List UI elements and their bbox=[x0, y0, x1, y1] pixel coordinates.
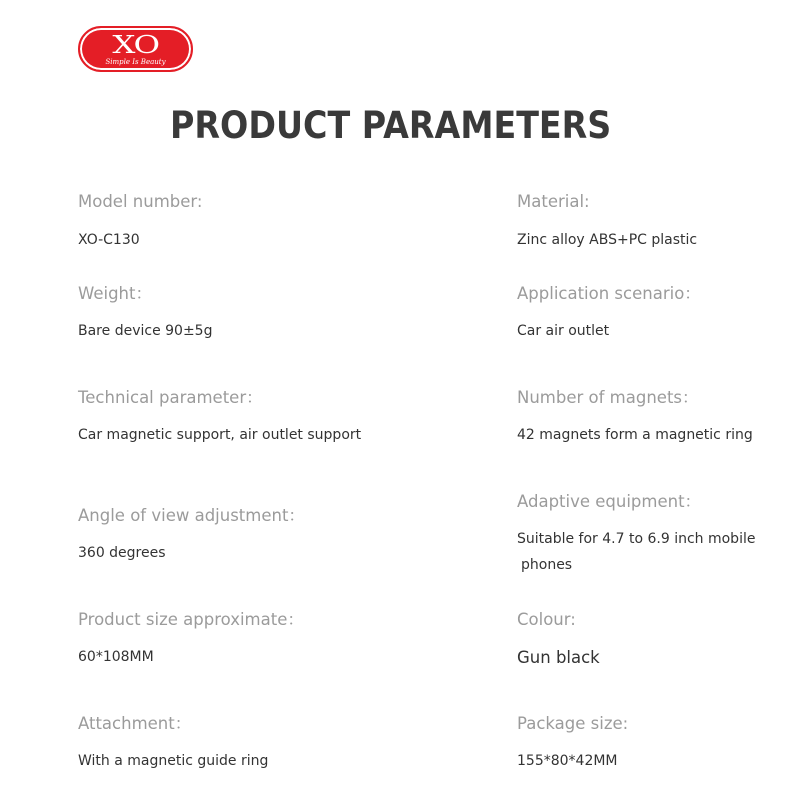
adaptive-equipment-value-line1: Suitable for 4.7 to 6.9 inch mobile bbox=[517, 531, 756, 547]
angle-of-view-label: Angle of view adjustment： bbox=[78, 506, 305, 525]
number-of-magnets-label: Number of magnets： bbox=[517, 388, 699, 407]
technical-parameter-label: Technical parameter： bbox=[78, 388, 263, 407]
colour-value: Gun black bbox=[517, 648, 600, 667]
attachment-value: With a magnetic guide ring bbox=[78, 753, 269, 769]
model-number-label: Model number: bbox=[78, 192, 203, 211]
package-size-label: Package size: bbox=[517, 714, 629, 733]
package-size-value: 155*80*42MM bbox=[517, 753, 618, 769]
logo-tagline: Simple Is Beauty bbox=[105, 58, 166, 66]
application-scenario-label: Application scenario： bbox=[517, 284, 701, 303]
adaptive-equipment-value-line2: phones bbox=[521, 557, 573, 573]
number-of-magnets-value: 42 magnets form a magnetic ring bbox=[517, 427, 753, 443]
page-title: PRODUCT PARAMETERS bbox=[170, 104, 612, 147]
technical-parameter-value: Car magnetic support, air outlet support bbox=[78, 427, 362, 443]
attachment-label: Attachment： bbox=[78, 714, 192, 733]
logo-wordmark: XO bbox=[112, 31, 159, 59]
product-size-value: 60*108MM bbox=[78, 649, 154, 665]
brand-logo bbox=[78, 26, 193, 72]
adaptive-equipment-label: Adaptive equipment： bbox=[517, 492, 702, 511]
colour-label: Colour: bbox=[517, 610, 576, 629]
material-value: Zinc alloy ABS+PC plastic bbox=[517, 232, 698, 248]
weight-value: Bare device 90±5g bbox=[78, 323, 213, 339]
material-label: Material: bbox=[517, 192, 590, 211]
weight-label: Weight： bbox=[78, 284, 152, 303]
application-scenario-value: Car air outlet bbox=[517, 323, 610, 339]
product-size-label: Product size approximate： bbox=[78, 610, 304, 629]
model-number-value: XO-C130 bbox=[78, 232, 140, 248]
angle-of-view-value: 360 degrees bbox=[78, 545, 166, 561]
